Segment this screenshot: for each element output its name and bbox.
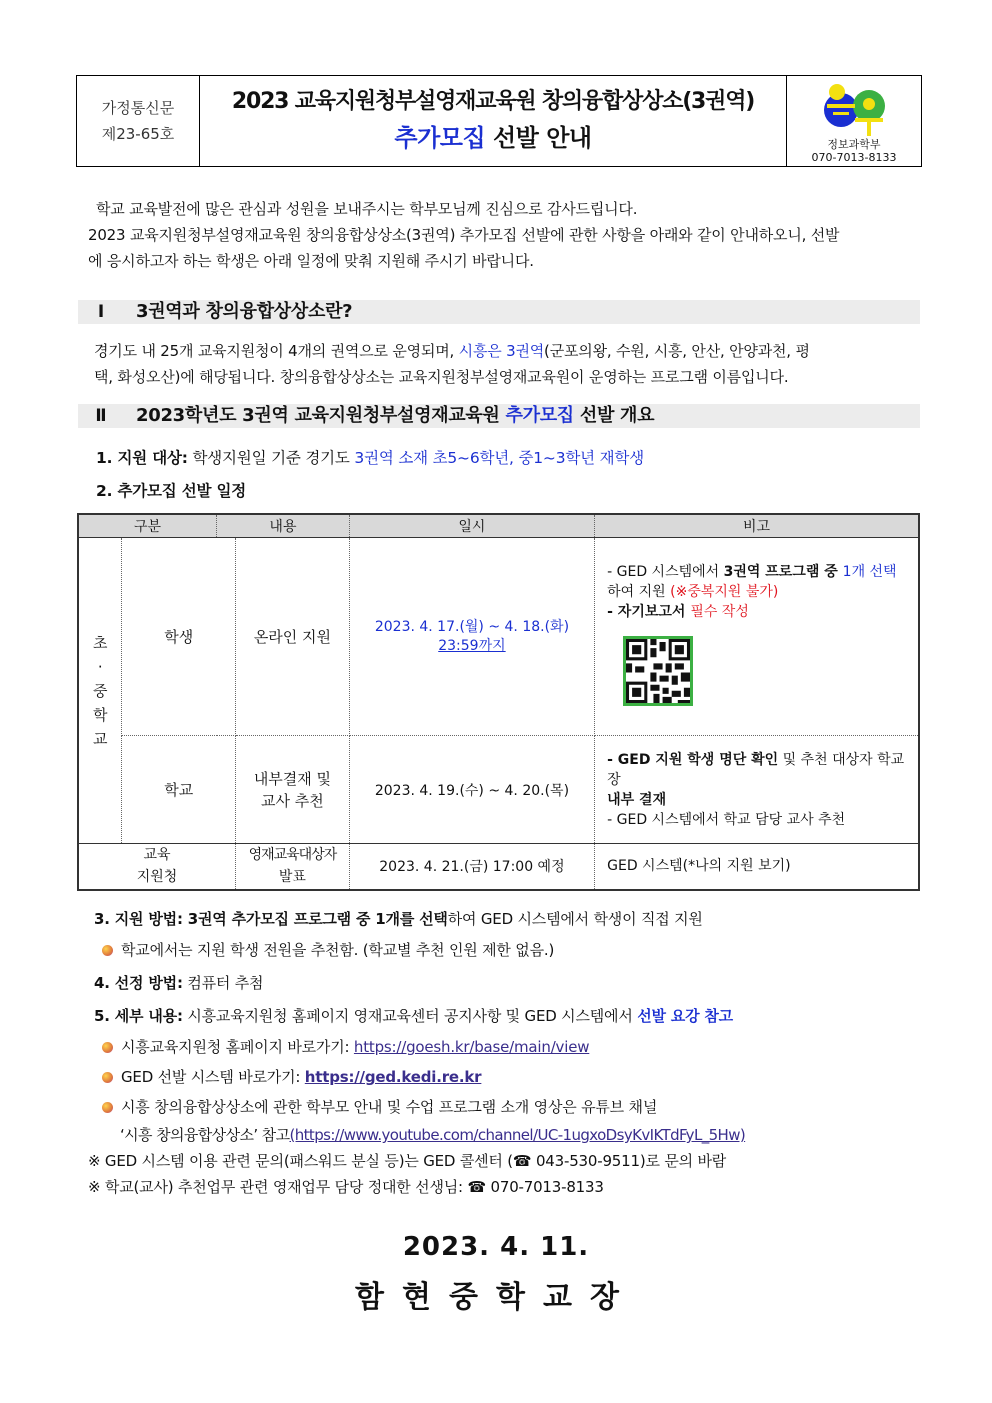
link-2-line: GED 선발 시스템 바로가기: https://ged.kedi.re.kr bbox=[102, 1064, 481, 1090]
goesh-link[interactable]: https://goesh.kr/base/main/view bbox=[353, 1038, 590, 1056]
row1-when: 2023. 4. 17.(월) ~ 4. 18.(화) 23:59까지 bbox=[349, 538, 594, 736]
link-1-line: 시흥교육지원청 홈페이지 바로가기: https://goesh.kr/base/main/view bbox=[102, 1034, 589, 1060]
item-3-sub: 학교에서는 지원 학생 전원을 추천함. (학교별 추천 인원 제한 없음.) bbox=[102, 937, 554, 963]
col-header-remarks: 비고 bbox=[595, 514, 919, 538]
school-logo-icon bbox=[819, 82, 889, 138]
note-2: ※ 학교(교사) 추천업무 관련 영재업무 담당 정대한 선생님: ☎ 070-7013-8133 bbox=[88, 1178, 604, 1196]
row3-who: 교육 지원청 bbox=[78, 844, 236, 890]
doc-number-cell bbox=[77, 76, 200, 166]
table-row bbox=[78, 844, 919, 890]
row2-what: 내부결재 및 교사 추천 bbox=[236, 736, 350, 844]
intro-line-1: 학교 교육발전에 많은 관심과 성원을 보내주시는 학부모님께 진심으로 감사드립니다. bbox=[96, 200, 638, 218]
group-label: 초 · 중 학 교 bbox=[78, 538, 122, 844]
item-2: 2. 추가모집 선발 일정 bbox=[96, 482, 247, 500]
dept-phone: 070-7013-8133 bbox=[811, 151, 897, 164]
row1-who: 학생 bbox=[122, 538, 236, 736]
bullet-icon bbox=[102, 1072, 113, 1083]
col-header-category: 구분 bbox=[78, 514, 217, 538]
item-5: 5. 세부 내용: 시흥교육지원청 홈페이지 영재교육센터 공지사항 및 GED 시스템에서 선발 요강 참고 bbox=[94, 1007, 733, 1025]
row2-who: 학교 bbox=[122, 736, 236, 844]
row2-note: - GED 지원 학생 명단 확인 및 추천 대상자 학교장 내부 결재 - GED 시스템에서 학교 담당 교사 추천 bbox=[595, 736, 919, 844]
schedule-table bbox=[77, 513, 920, 891]
row1-what: 온라인 지원 bbox=[236, 538, 350, 736]
dept-name: 정보과학부 bbox=[827, 138, 881, 151]
intro-line-2: 2023 교육지원청부설영재교육원 창의융합상상소(3권역) 추가모집 선발에 관한 사항을 아래와 같이 안내하오니, 선발 bbox=[88, 226, 840, 244]
title-cell bbox=[200, 76, 787, 166]
youtube-line-2: ‘시흥 창의융합상상소’ 참고(https://www.youtube.com/channel/UC-1ugxoDsyKvIKTdFyL_5Hw) bbox=[120, 1126, 746, 1144]
doc-type: 가정통신문 bbox=[101, 99, 175, 117]
principal-signature: 함현중학교장 bbox=[355, 1280, 637, 1315]
row3-what: 영재교육대상자 발표 bbox=[236, 844, 350, 890]
intro-line-3: 에 응시하고자 하는 학생은 아래 일정에 맞춰 지원해 주시기 바랍니다. bbox=[88, 252, 534, 270]
col-header-date: 일시 bbox=[349, 514, 594, 538]
qr-code-icon[interactable] bbox=[623, 636, 693, 706]
section-2-number: Ⅱ bbox=[95, 406, 107, 426]
section-1-title: 3권역과 창의융합상상소란? bbox=[136, 301, 353, 322]
table-row bbox=[78, 736, 919, 844]
youtube-link[interactable]: (https://www.youtube.com/channel/UC-1ugxoDsyKvIKTdFyL_5Hw) bbox=[289, 1126, 746, 1144]
item-3: 3. 지원 방법: 3권역 추가모집 프로그램 중 1개를 선택하여 GED 시스템에서 학생이 직접 지원 bbox=[94, 910, 703, 928]
note-1: ※ GED 시스템 이용 관련 문의(패스워드 분실 등)는 GED 콜센터 (☎ 043-530-9511)로 문의 바람 bbox=[88, 1152, 727, 1170]
section-2-title: 2023학년도 3권역 교육지원청부설영재교육원 추가모집 선발 개요 bbox=[136, 405, 655, 426]
table-header-row bbox=[78, 514, 919, 538]
page-subtitle: 추가모집 선발 안내 bbox=[394, 124, 592, 152]
item-4: 4. 선정 방법: 컴퓨터 추첨 bbox=[94, 974, 264, 992]
bullet-icon bbox=[102, 1102, 113, 1113]
col-header-content: 내용 bbox=[217, 514, 350, 538]
section-2-header bbox=[78, 404, 920, 428]
header-box bbox=[76, 75, 922, 167]
school-logo-cell bbox=[787, 76, 921, 166]
page-title: 2023 교육지원청부설영재교육원 창의융합상상소(3권역) bbox=[231, 89, 755, 114]
bullet-icon bbox=[102, 1042, 113, 1053]
section-1-header bbox=[78, 300, 920, 324]
ged-link[interactable]: https://ged.kedi.re.kr bbox=[304, 1068, 482, 1086]
section-1-number: Ⅰ bbox=[97, 302, 105, 322]
table-row bbox=[78, 538, 919, 736]
issue-date: 2023. 4. 11. bbox=[402, 1232, 590, 1262]
youtube-line-1: 시흥 창의융합상상소에 관한 학부모 안내 및 수업 프로그램 소개 영상은 유튜브 채널 bbox=[102, 1094, 657, 1120]
doc-number: 제23-65호 bbox=[101, 125, 175, 143]
row1-note: - GED 시스템에서 3권역 프로그램 중 1개 선택 하여 지원 (※중복지원 불가) - 자기보고서 필수 작성 bbox=[595, 538, 919, 736]
bullet-icon bbox=[102, 945, 113, 956]
row3-when: 2023. 4. 21.(금) 17:00 예정 bbox=[349, 844, 594, 890]
row2-when: 2023. 4. 19.(수) ~ 4. 20.(목) bbox=[349, 736, 594, 844]
row3-note: GED 시스템(*나의 지원 보기) bbox=[595, 844, 919, 890]
section-1-line-1: 경기도 내 25개 교육지원청이 4개의 권역으로 운영되며, 시흥은 3권역(군포의왕, 수원, 시흥, 안산, 안양과천, 평 bbox=[94, 342, 810, 360]
section-1-line-2: 택, 화성오산)에 해당됩니다. 창의융합상상소는 교육지원청부설영재교육원이 운영하는 프로그램 이름입니다. bbox=[94, 368, 789, 386]
item-1: 1. 지원 대상: 학생지원일 기준 경기도 3권역 소재 초5~6학년, 중1~3학년 재학생 bbox=[96, 449, 644, 467]
